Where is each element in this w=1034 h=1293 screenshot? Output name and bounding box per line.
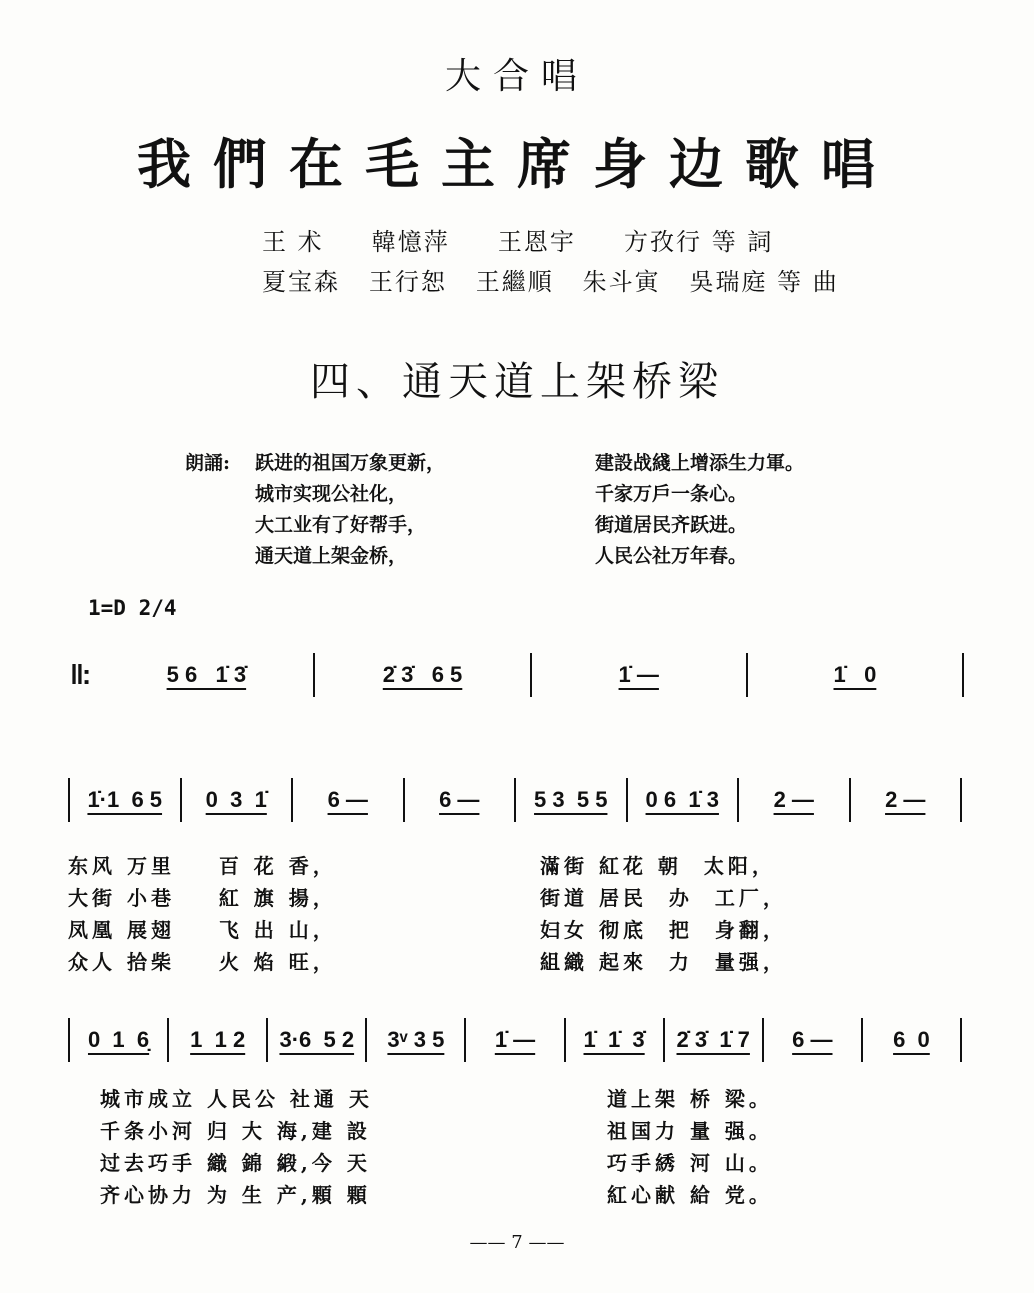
- lyric-line: 組織 起來 力 量强，: [540, 950, 787, 974]
- lyric-line: 妇女 彻底 把 身翻，: [540, 918, 787, 942]
- notes: 0 3 1̇: [205, 787, 267, 812]
- measure: [628, 787, 738, 813]
- lyric-line: 凤凰 展翅 飞 出 山，: [68, 918, 337, 942]
- notes: 5 6 1̇ 3̇: [166, 662, 247, 687]
- lyric-line: 巧手綉 河 山。: [607, 1151, 773, 1175]
- lyric-line: 东风 万里 百 花 香，: [68, 854, 337, 878]
- notes: 6 —: [439, 787, 480, 812]
- key-signature: 1=D 2/4: [88, 596, 177, 620]
- measure: [405, 787, 515, 813]
- notes: 6 —: [792, 1027, 833, 1052]
- lyric-line: 紅心献 給 党。: [607, 1183, 773, 1207]
- measure: [748, 662, 962, 688]
- measure: [367, 1027, 464, 1053]
- measure: [863, 1027, 960, 1053]
- notes: 3·6 5 2: [279, 1027, 355, 1052]
- measure: [182, 787, 292, 813]
- measure: [516, 787, 626, 813]
- lyric-line: 滿街 紅花 朝 太阳，: [540, 854, 776, 878]
- section-title: 四、通天道上架桥梁: [310, 359, 724, 405]
- notes: 1̇ 1̇ 3̇: [583, 1027, 645, 1052]
- repeat-sign: ‖:: [70, 659, 90, 690]
- measure: [764, 1027, 861, 1053]
- lyric-line: 众人 拾柴 火 焰 旺，: [68, 950, 337, 974]
- recitation-line: 通天道上架金桥，: [255, 545, 408, 567]
- measure: [268, 1027, 365, 1053]
- barline: [960, 1018, 962, 1062]
- measure: [70, 1027, 167, 1053]
- recitation-line: 跃进的祖国万象更新，: [255, 452, 446, 474]
- notes: 2 —: [885, 787, 926, 812]
- measure: [99, 662, 313, 688]
- notes: 1 1 2: [190, 1027, 246, 1052]
- recitation-line: 千家万戶一条心。: [595, 483, 748, 505]
- notes: 2 —: [773, 787, 814, 812]
- measure: [739, 787, 849, 813]
- lyric-line: 祖国力 量 强。: [607, 1119, 773, 1143]
- measure: [466, 1027, 563, 1053]
- lyric-line: 道上架 桥 梁。: [607, 1087, 773, 1111]
- notes: 3ᵛ 3 5: [387, 1027, 445, 1052]
- recitation-label: 朗誦:: [185, 452, 231, 474]
- measure: [70, 787, 180, 813]
- recitation-line: 建設战綫上增添生力軍。: [595, 452, 805, 474]
- measure: [566, 1027, 663, 1053]
- barline: [960, 778, 962, 822]
- lyric-line: 齐心协力 为 生 产,顆 顆: [100, 1183, 371, 1207]
- barline: [962, 653, 964, 697]
- notes: 1̇ —: [618, 662, 659, 687]
- notes: 0 6 1̇ 3: [645, 787, 719, 812]
- recitation-left: [255, 448, 445, 572]
- measure: [169, 1027, 266, 1053]
- notes: 1̇·1 6 5: [87, 787, 163, 812]
- recitation-line: 人民公社万年春。: [595, 545, 748, 567]
- lyric-line: 千条小河 归 大 海,建 設: [100, 1119, 371, 1143]
- staff-line-1: [70, 650, 964, 700]
- measure: [315, 662, 529, 688]
- recitation-line: 街道居民齐跃进。: [595, 514, 748, 536]
- subtitle: 大合唱: [444, 56, 589, 97]
- notes: 5 3 5 5: [534, 787, 608, 812]
- notes: 1̇ —: [494, 1027, 536, 1052]
- lyric-line: 过去巧手 織 錦 緞,今 天: [100, 1151, 371, 1175]
- measure: [293, 787, 403, 813]
- notes: 2̇ 3̇ 1̇ 7: [676, 1027, 750, 1052]
- notes: 0 1 6̣: [87, 1027, 150, 1052]
- page-number: —— 7 ——: [469, 1232, 565, 1253]
- notes: 6 0: [893, 1027, 930, 1052]
- lyricists: 王 术 韓憶萍 王恩宇 方孜行 等 詞: [262, 228, 774, 256]
- composers: 夏宝森 王行恕 王繼順 朱斗寅 吳瑞庭 等 曲: [262, 268, 839, 296]
- notes: 2̇ 3̇ 6 5: [382, 662, 463, 687]
- recitation-line: 城市实现公社化，: [255, 483, 408, 505]
- staff-line-2: [68, 775, 962, 825]
- measure: [532, 662, 746, 688]
- notes: 1̇ 0: [833, 662, 877, 687]
- recitation-line: 大工业有了好帮手，: [255, 514, 427, 536]
- lyric-line: 街道 居民 办 工厂，: [540, 886, 787, 910]
- notes: 6 —: [327, 787, 368, 812]
- measure: [851, 787, 961, 813]
- staff-line-3: [68, 1015, 962, 1065]
- lyric-line: 城市成立 人民公 社通 天: [100, 1087, 373, 1111]
- song-title: 我們在毛主席身边歌唱: [137, 132, 897, 196]
- lyric-line: 大街 小巷 紅 旗 揚，: [68, 886, 337, 910]
- recitation-right: [595, 448, 804, 572]
- measure: [665, 1027, 762, 1053]
